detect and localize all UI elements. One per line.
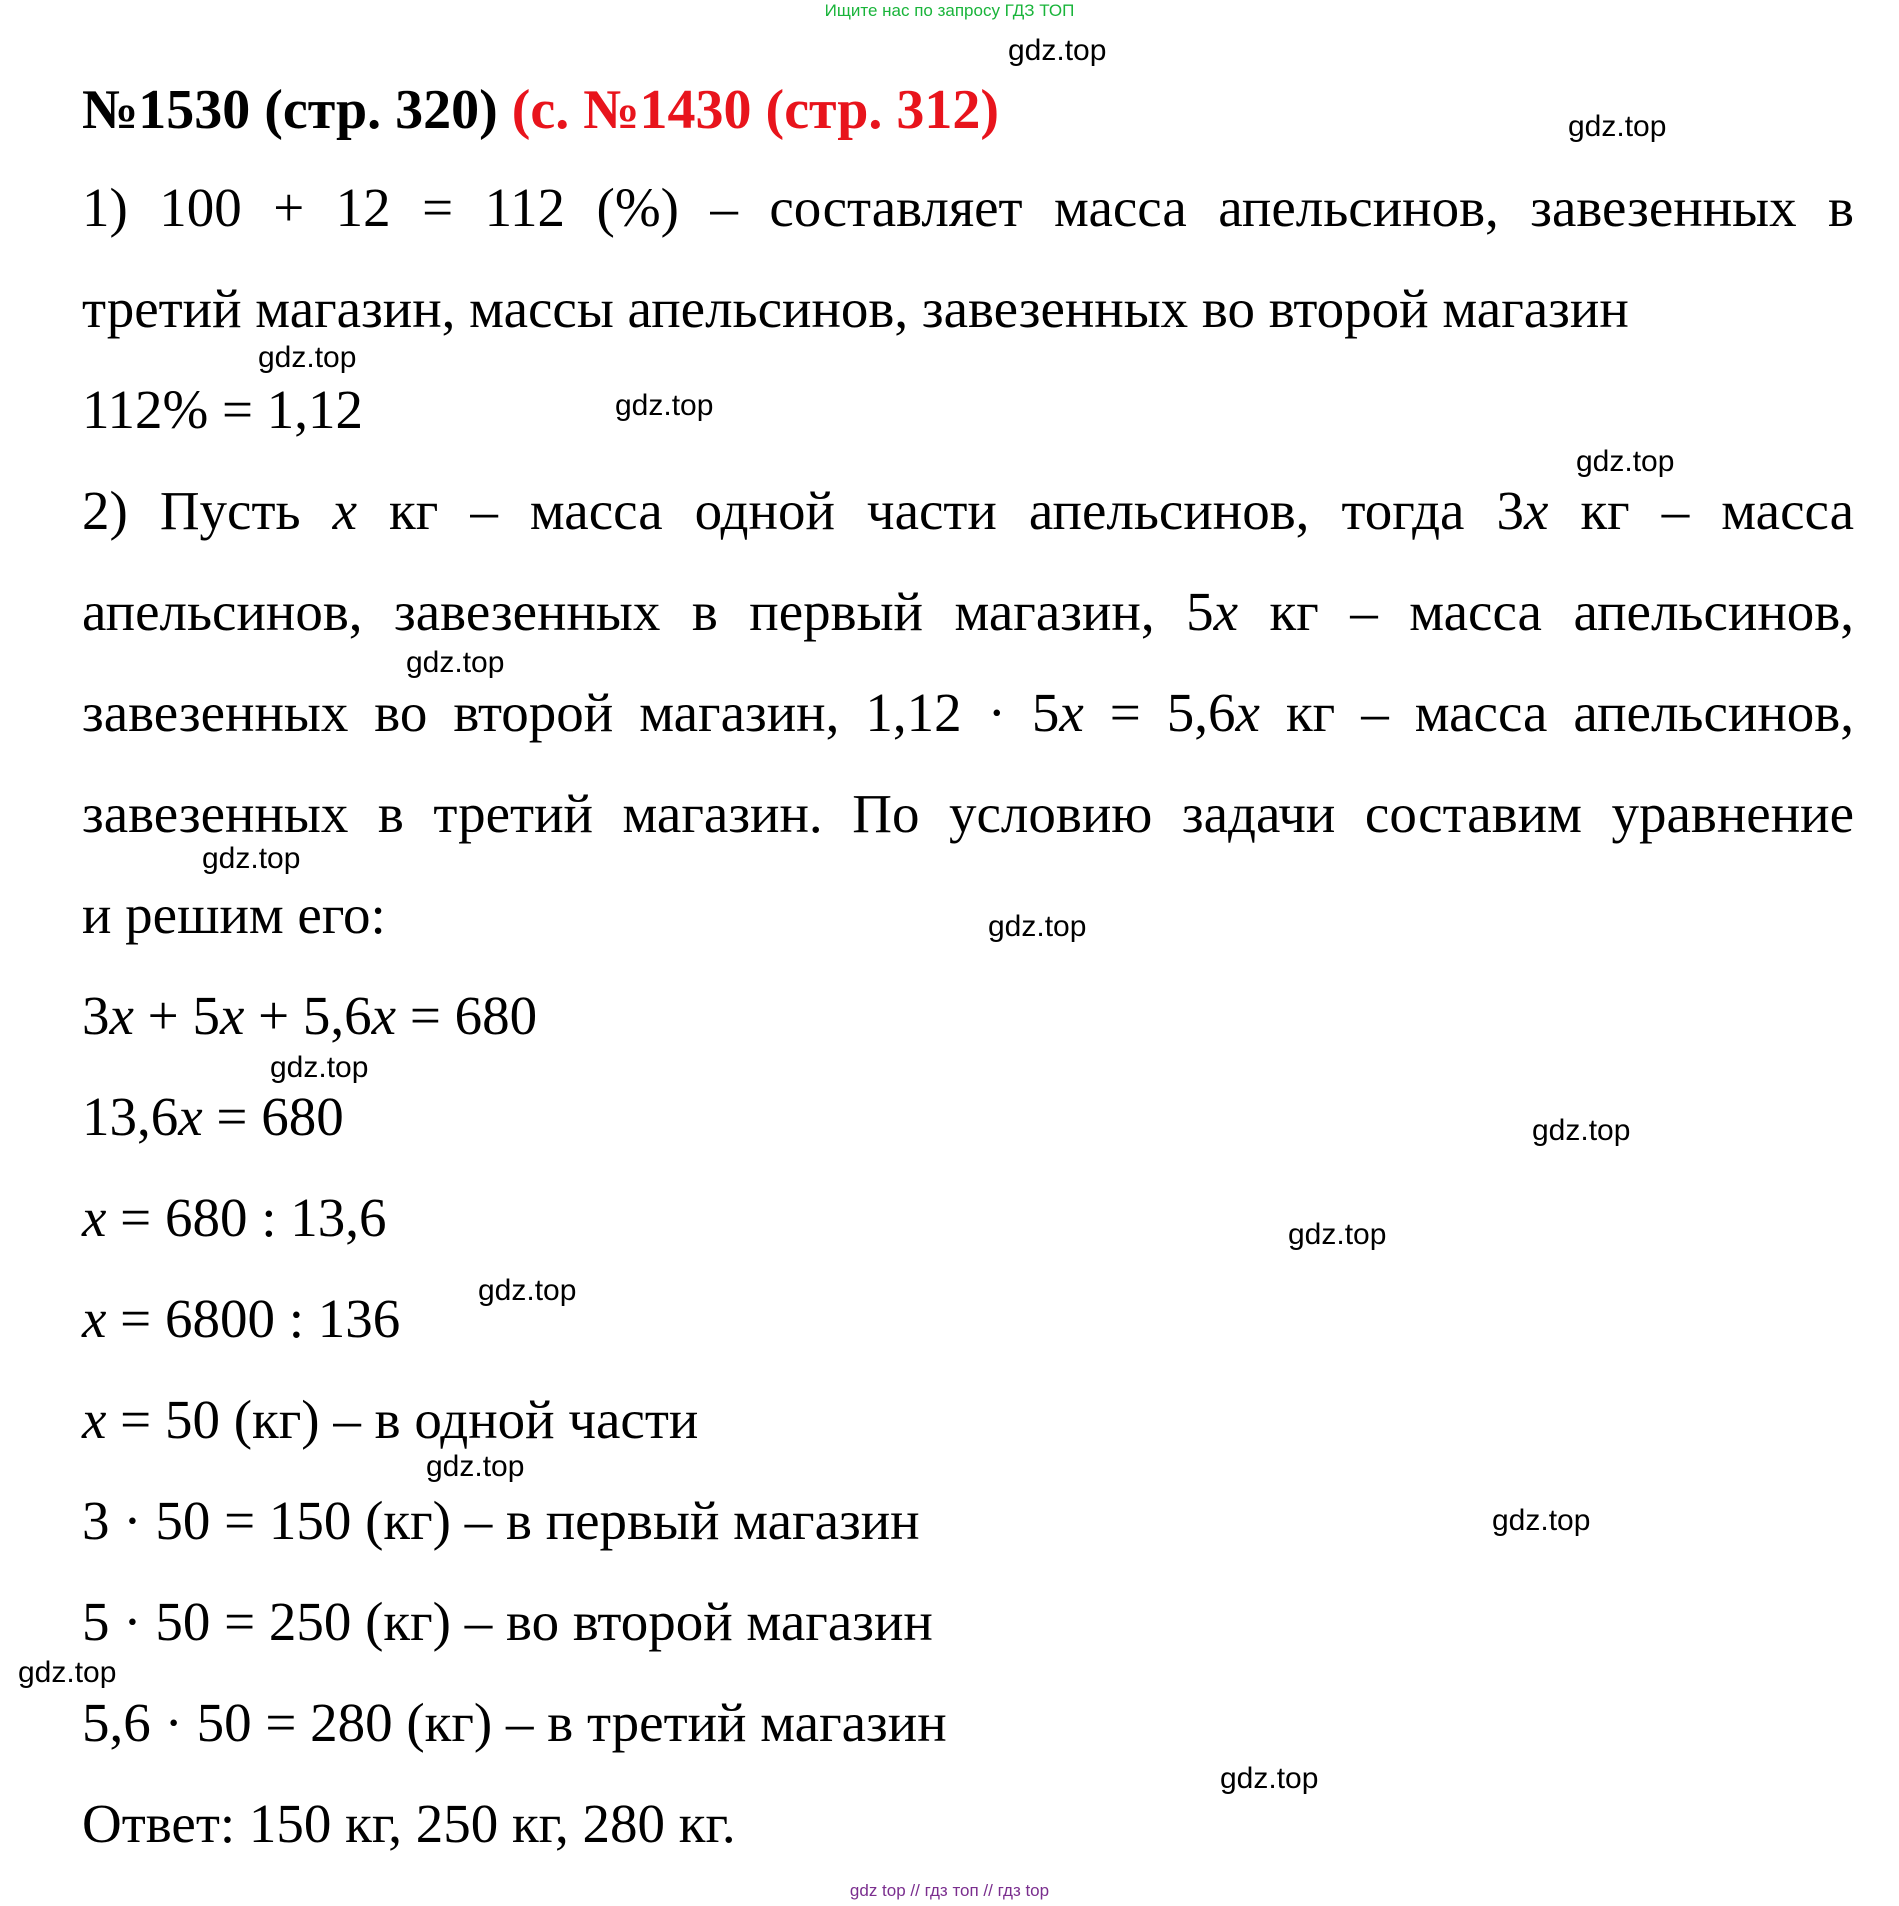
solution-step-2-line-3 [82, 681, 1854, 745]
watermark: gdz.top [426, 1450, 525, 1483]
text-fragment: кг – масса апельсинов, [1238, 581, 1854, 642]
watermark: gdz.top [988, 910, 1087, 943]
result-store-3: 5,6 · 50 = 280 (кг) – в третий магазин [82, 1692, 947, 1753]
text-fragment: кг – масса апельсинов, [1259, 682, 1854, 743]
text-fragment: = 680 [396, 985, 538, 1046]
text-fragment: + 5,6 [244, 985, 372, 1046]
variable-x: x [82, 1288, 107, 1349]
watermark: gdz.top [1492, 1504, 1591, 1537]
text-fragment: кг – масса [1548, 480, 1854, 541]
variable-x: x [1524, 480, 1549, 541]
percent-conversion: 112% = 1,12 [82, 379, 364, 440]
variable-x: x [178, 1086, 203, 1147]
top-banner: Ищите нас по запросу ГДЗ ТОП [824, 1, 1075, 20]
solution-step-2-line-4: завезенных в третий магазин. По условию задачи составим уравнение [82, 783, 1854, 844]
watermark: gdz.top [258, 341, 357, 374]
text-fragment: завезенных во второй магазин, 1,12 · 5 [82, 682, 1060, 743]
variable-x: x [82, 1389, 107, 1450]
watermark: gdz.top [1576, 445, 1675, 478]
text-fragment: апельсинов, завезенных в первый магазин, 5 [82, 581, 1214, 642]
variable-x: x [82, 1187, 107, 1248]
equation-2 [82, 1085, 344, 1149]
watermark: gdz.top [478, 1274, 577, 1307]
text-fragment: кг – масса одной части апельсинов, тогда 3 [357, 480, 1524, 541]
text-fragment: = 680 [202, 1086, 344, 1147]
solution-step-1-line-2: третий магазин, массы апельсинов, завезенных во второй магазин [82, 278, 1629, 339]
watermark: gdz.top [1532, 1114, 1631, 1147]
text-fragment: 3 [82, 985, 110, 1046]
bottom-banner: gdz top // гдз топ // гдз top [849, 1881, 1050, 1900]
solution-step-1-line-1: 1) 100 + 12 = 112 (%) – составляет масса апельсинов, завезенных в [82, 177, 1854, 238]
watermark: gdz.top [270, 1051, 369, 1084]
text-fragment: 2) Пусть [82, 480, 333, 541]
variable-x: x [109, 985, 134, 1046]
watermark: gdz.top [18, 1656, 117, 1689]
variable-x: x [219, 985, 245, 1046]
equation-5 [82, 1388, 698, 1452]
watermark: gdz.top [1220, 1762, 1319, 1795]
solution-step-2-line-2 [82, 580, 1854, 644]
watermark: gdz.top [615, 389, 714, 422]
result-store-1: 3 · 50 = 150 (кг) – в первый магазин [82, 1490, 920, 1551]
equation-1 [82, 984, 537, 1048]
watermark: gdz.top [1568, 110, 1667, 143]
problem-number: №1530 (стр. 320) [82, 79, 498, 141]
solution-step-2-line-1 [82, 479, 1854, 543]
variable-x: x [1235, 682, 1260, 743]
watermark: gdz.top [202, 842, 301, 875]
watermark: gdz.top [1008, 34, 1107, 67]
watermark: gdz.top [1288, 1218, 1387, 1251]
variable-x: x [1213, 581, 1239, 642]
watermark: gdz.top [406, 646, 505, 679]
text-fragment: = 680 : 13,6 [106, 1187, 387, 1248]
problem-title [82, 78, 999, 142]
result-store-2: 5 · 50 = 250 (кг) – во второй магазин [82, 1591, 933, 1652]
variable-x: x [1059, 682, 1084, 743]
answer-line: Ответ: 150 кг, 250 кг, 280 кг. [82, 1793, 736, 1854]
problem-alt-number: (с. №1430 (стр. 312) [511, 79, 1000, 141]
variable-x: x [332, 480, 358, 541]
text-fragment: = 5,6 [1083, 682, 1236, 743]
solution-step-2-line-5: и решим его: [82, 884, 386, 945]
text-fragment: + 5 [133, 985, 220, 1046]
equation-3 [82, 1186, 386, 1250]
text-fragment: 13,6 [82, 1086, 179, 1147]
text-fragment: = 6800 : 136 [106, 1288, 401, 1349]
equation-4 [82, 1287, 400, 1351]
text-fragment: = 50 (кг) – в одной части [106, 1389, 699, 1450]
variable-x: x [371, 985, 397, 1046]
